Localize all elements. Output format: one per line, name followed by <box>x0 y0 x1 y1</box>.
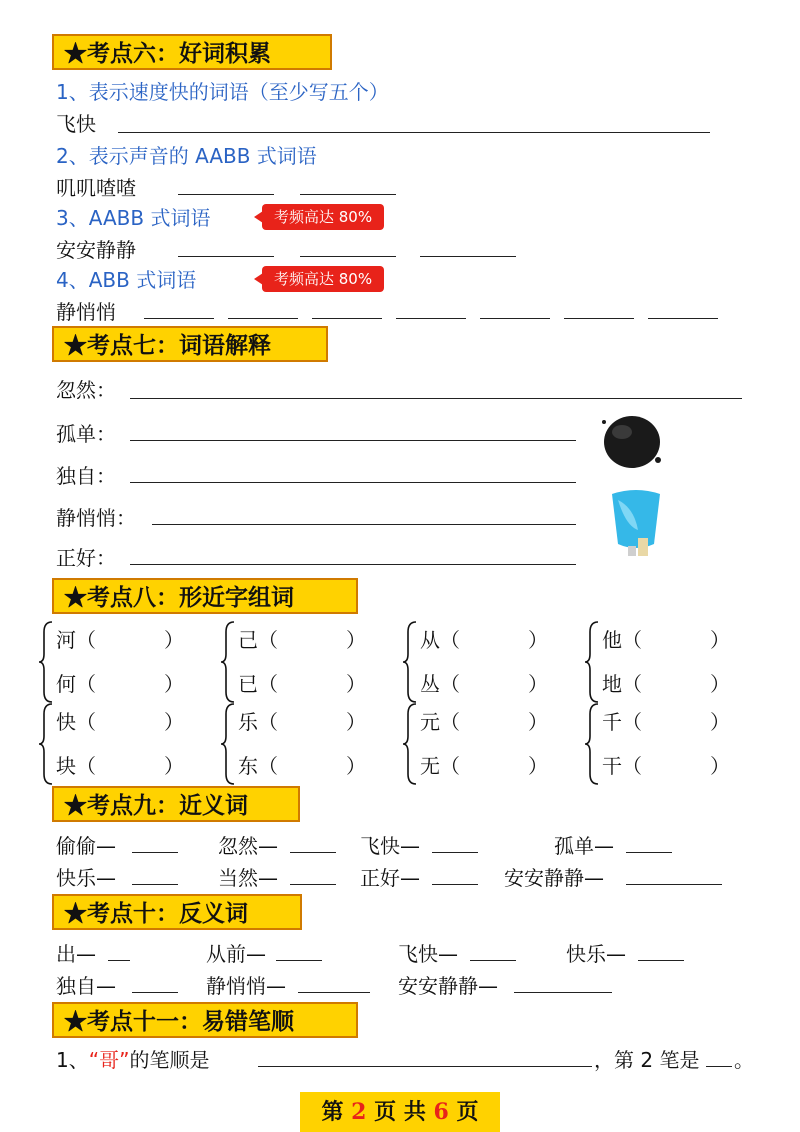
paren-close: ） <box>346 628 366 652</box>
stroke-order-answer-line[interactable] <box>258 1066 592 1067</box>
q1-word: 飞快 <box>56 112 96 136</box>
synonym-word: 忽然— <box>218 834 278 858</box>
antonym-word: 独自— <box>56 974 116 998</box>
paren-open: （ <box>440 754 460 778</box>
paren-close: ） <box>164 672 184 696</box>
antonym-word: 飞快— <box>398 942 458 966</box>
q2-prompt: 2、表示声音的 AABB 式词语 <box>56 144 317 168</box>
q4-answer-line[interactable] <box>564 318 634 319</box>
explain-word: 忽然： <box>56 378 116 402</box>
synonym-word: 正好— <box>360 866 420 890</box>
synonym-answer-line[interactable] <box>290 852 336 853</box>
char: 无 <box>420 754 440 778</box>
synonym-word: 当然— <box>218 866 278 890</box>
char-group <box>402 702 582 792</box>
frequency-badge: 考频高达 80% <box>262 266 384 292</box>
explain-answer-line[interactable] <box>130 398 742 399</box>
paren-open: （ <box>76 754 96 778</box>
char: 河 <box>56 628 76 652</box>
paren-close: ） <box>346 754 366 778</box>
q4-answer-line[interactable] <box>228 318 298 319</box>
paren-close: ） <box>528 754 548 778</box>
paren-close: ） <box>528 628 548 652</box>
q3-answer-line[interactable] <box>420 256 516 257</box>
brace-icon <box>38 702 54 786</box>
q4-answer-line[interactable] <box>480 318 550 319</box>
char: 块 <box>56 754 76 778</box>
paren-close: ） <box>346 672 366 696</box>
antonym-word: 从前— <box>206 942 266 966</box>
antonym-word: 快乐— <box>566 942 626 966</box>
explain-word: 正好： <box>56 546 116 570</box>
char-group <box>402 620 582 710</box>
q3-prompt: 3、AABB 式词语 <box>56 206 211 230</box>
paren-open: （ <box>76 710 96 734</box>
explain-answer-line[interactable] <box>152 524 576 525</box>
paren-open: （ <box>622 710 642 734</box>
synonym-answer-line[interactable] <box>132 884 178 885</box>
paren-open: （ <box>76 672 96 696</box>
char-group <box>220 620 400 710</box>
q2-answer-line[interactable] <box>178 194 274 195</box>
brace-icon <box>220 702 236 786</box>
brace-icon <box>402 620 418 704</box>
paren-open: （ <box>440 672 460 696</box>
q1-prompt: 1、表示速度快的词语（至少写五个） <box>56 80 389 104</box>
char-line <box>238 668 366 697</box>
char: 东 <box>238 754 258 778</box>
paren-close: ） <box>346 710 366 734</box>
char-line <box>238 706 366 735</box>
char: 地 <box>602 672 622 696</box>
char-group <box>584 702 764 792</box>
target-char: “哥” <box>88 1048 130 1072</box>
brace-icon <box>220 620 236 704</box>
section-11-header: ★考点十一：易错笔顺 <box>52 1002 358 1038</box>
paren-close: ） <box>710 754 730 778</box>
synonym-word: 飞快— <box>360 834 420 858</box>
section-8-header: ★考点八：形近字组词 <box>52 578 358 614</box>
explain-answer-line[interactable] <box>130 482 576 483</box>
paren-close: ） <box>710 672 730 696</box>
second-stroke-answer-line[interactable] <box>706 1066 732 1067</box>
char: 乐 <box>238 710 258 734</box>
q1-answer-line[interactable] <box>118 132 710 133</box>
q4-answer-line[interactable] <box>396 318 466 319</box>
explain-word: 静悄悄： <box>56 506 136 530</box>
paren-close: ） <box>164 754 184 778</box>
q3-answer-line[interactable] <box>300 256 396 257</box>
antonym-answer-line[interactable] <box>470 960 516 961</box>
question-number: 1、 <box>56 1048 89 1072</box>
q4-answer-line[interactable] <box>144 318 214 319</box>
char-line <box>602 750 730 779</box>
paren-open: （ <box>258 628 278 652</box>
brace-icon <box>584 702 600 786</box>
paren-open: （ <box>622 754 642 778</box>
paren-open: （ <box>622 628 642 652</box>
paren-close: ） <box>710 628 730 652</box>
paren-open: （ <box>76 628 96 652</box>
char-line <box>56 706 184 735</box>
explain-word: 独自： <box>56 464 116 488</box>
paren-close: ） <box>710 710 730 734</box>
q3-word: 安安静静 <box>56 238 136 262</box>
char: 何 <box>56 672 76 696</box>
q2-word: 叽叽喳喳 <box>56 176 136 200</box>
paren-open: （ <box>622 672 642 696</box>
char-line <box>420 624 548 653</box>
q4-answer-line[interactable] <box>312 318 382 319</box>
char: 他 <box>602 628 622 652</box>
antonym-answer-line[interactable] <box>298 992 370 993</box>
char-group <box>38 620 218 710</box>
antonym-word: 出— <box>56 942 96 966</box>
synonym-word: 偷偷— <box>56 834 116 858</box>
explain-word: 孤单： <box>56 422 116 446</box>
section-10-header: ★考点十：反义词 <box>52 894 302 930</box>
frequency-badge: 考频高达 80% <box>262 204 384 230</box>
total-pages: 6 <box>433 1099 449 1125</box>
paren-open: （ <box>440 628 460 652</box>
char-line <box>238 624 366 653</box>
explain-answer-line[interactable] <box>130 440 576 441</box>
q4-prompt: 4、ABB 式词语 <box>56 268 197 292</box>
char: 快 <box>56 710 76 734</box>
char-line <box>602 668 730 697</box>
synonym-answer-line[interactable] <box>626 884 722 885</box>
paren-close: ） <box>164 710 184 734</box>
page-label-post: 页 <box>456 1099 479 1125</box>
section-7-header: ★考点七：词语解释 <box>52 326 328 362</box>
char: 干 <box>602 754 622 778</box>
char: 己 <box>238 628 258 652</box>
q4-word: 静悄悄 <box>56 300 116 324</box>
char: 已 <box>238 672 258 696</box>
synonym-answer-line[interactable] <box>432 884 478 885</box>
q3-answer-line[interactable] <box>178 256 274 257</box>
char-line <box>420 750 548 779</box>
section-9-header: ★考点九：近义词 <box>52 786 300 822</box>
antonym-word: 静悄悄— <box>206 974 286 998</box>
antonym-answer-line[interactable] <box>108 960 130 961</box>
char: 从 <box>420 628 440 652</box>
paren-open: （ <box>440 710 460 734</box>
synonym-answer-line[interactable] <box>432 852 478 853</box>
char-group <box>584 620 764 710</box>
page-indicator <box>300 1092 500 1132</box>
synonym-word: 安安静静— <box>504 866 604 890</box>
char-line <box>602 706 730 735</box>
stroke-question <box>56 1044 209 1073</box>
q2-answer-line[interactable] <box>300 194 396 195</box>
char-line <box>420 668 548 697</box>
char-line <box>602 624 730 653</box>
char: 丛 <box>420 672 440 696</box>
char-line <box>238 750 366 779</box>
synonym-answer-line[interactable] <box>290 884 336 885</box>
q4-answer-line[interactable] <box>648 318 718 319</box>
stroke-question-second: ，第 2 笔是 <box>594 1048 700 1072</box>
antonym-answer-line[interactable] <box>514 992 612 993</box>
question-end: 。 <box>734 1048 754 1072</box>
antonym-answer-line[interactable] <box>132 992 178 993</box>
ink-blot-illustration <box>598 410 668 474</box>
paren-close: ） <box>528 672 548 696</box>
char-line <box>56 624 184 653</box>
synonym-answer-line[interactable] <box>132 852 178 853</box>
paren-close: ） <box>528 710 548 734</box>
antonym-answer-line[interactable] <box>638 960 684 961</box>
paren-open: （ <box>258 754 278 778</box>
synonym-answer-line[interactable] <box>626 852 672 853</box>
char-group <box>38 702 218 792</box>
synonym-word: 快乐— <box>56 866 116 890</box>
section-6-header: ★考点六：好词积累 <box>52 34 332 70</box>
antonym-word: 安安静静— <box>398 974 498 998</box>
page-label-mid: 页 共 <box>374 1099 426 1125</box>
char: 千 <box>602 710 622 734</box>
explain-answer-line[interactable] <box>130 564 576 565</box>
brace-icon <box>402 702 418 786</box>
paren-open: （ <box>258 710 278 734</box>
char-line <box>420 706 548 735</box>
antonym-answer-line[interactable] <box>276 960 322 961</box>
current-page: 2 <box>351 1099 367 1125</box>
brace-icon <box>584 620 600 704</box>
synonym-word: 孤单— <box>554 834 614 858</box>
question-text: 的笔顺是 <box>129 1048 210 1072</box>
paren-close: ） <box>164 628 184 652</box>
paren-open: （ <box>258 672 278 696</box>
page-label-pre: 第 <box>321 1099 344 1125</box>
char-line <box>56 668 184 697</box>
char-group <box>220 702 400 792</box>
blue-cup-illustration <box>604 486 668 562</box>
char-line <box>56 750 184 779</box>
brace-icon <box>38 620 54 704</box>
char: 元 <box>420 710 440 734</box>
